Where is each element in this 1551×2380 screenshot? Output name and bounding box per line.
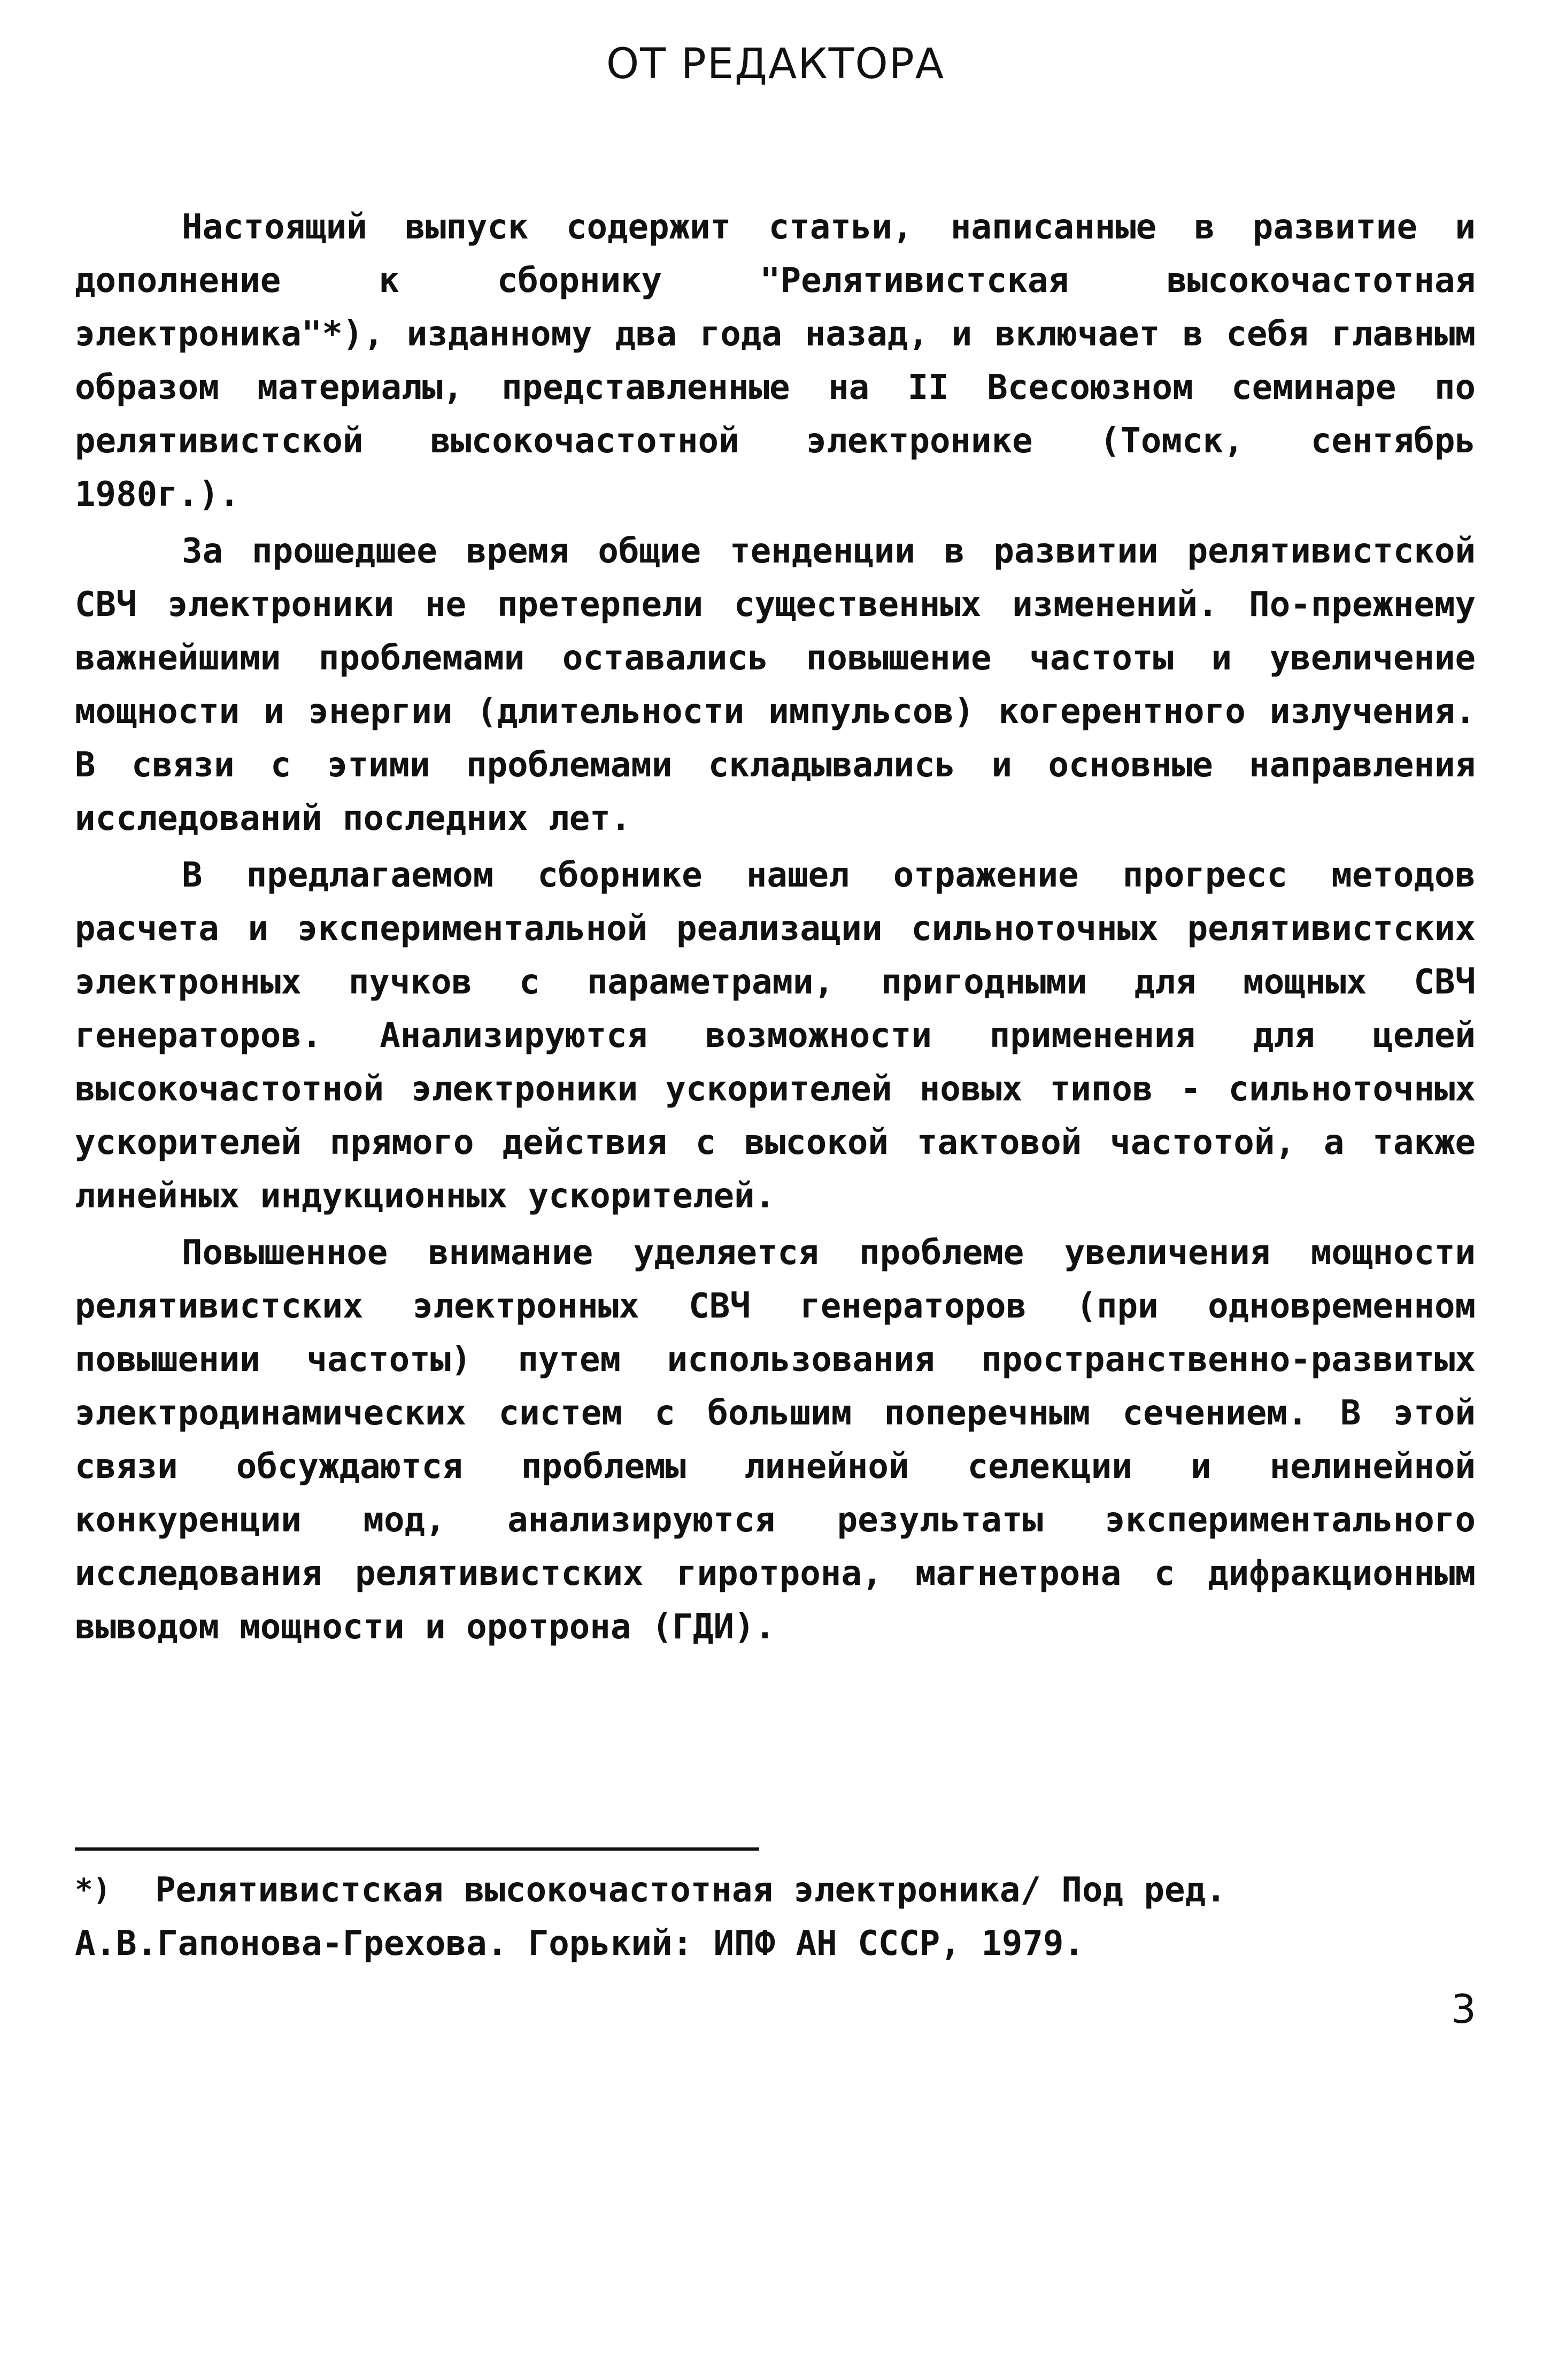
paragraph-3: В предлагаемом сборнике нашел отражение прогресс методов расчета и экспериментальной реализации сильноточных релятивистских электронных пучков с параметрами, пригодными для мощных СВЧ генераторов. Анализируются возможности применения для целей высокочастотной электроники ускорителей новых типов - сильноточных ускорителей прямого действия с высокой тактовой частотой, а также линейных индукционных ускорителей. — [75, 856, 1476, 1216]
paragraph-2: За прошедшее время общие тенденции в развитии релятивистской СВЧ электроники не претерпели существенных изменений. По-прежнему важнейшими проблемами оставались повышение частоты и увеличение мощности и энергии (длительности импульсов) когерентного излучения. В связи с этими проблемами складывались и основные направления исследований последних лет. — [75, 532, 1476, 838]
paragraph-4: Повышенное внимание уделяется проблеме увеличения мощности релятивистских электронных СВЧ генераторов (при одновременном повышении частоты) путем использования пространственно-развитых электродинамических систем с большим поперечным сечением. В этой связи обсуждаются проблемы линейной селекции и нелинейной конкуренции мод, анализируются результаты экспериментального исследования релятивистских гиротрона, магнетрона с дифракционным выводом мощности и оротрона (ГДИ). — [75, 1233, 1476, 1647]
footnote-marker: *) — [75, 1873, 111, 1907]
page-number: 3 — [1450, 1986, 1476, 2032]
footnote — [75, 1863, 1476, 1970]
body-text — [75, 201, 1476, 1654]
footnote-text: Релятивистская высокочастотная электроника/ Под ред. А.В.Гапонова-Грехова. Горький: ИПФ АН СССР, 1979. — [75, 1870, 1226, 1963]
paragraph-1: Настоящий выпуск содержит статьи, написанные в развитие и дополнение к сборнику "Релятивистская высокочастотная электроника"*), изданному два года назад, и включает в себя главным образом материалы, представленные на II Всесоюзном семинаре по релятивистской высокочастотной электронике (Томск, сентябрь 1980г.). — [75, 207, 1476, 514]
page-title: ОТ РЕДАКТОРА — [606, 40, 945, 88]
footnote-divider — [75, 1847, 759, 1851]
